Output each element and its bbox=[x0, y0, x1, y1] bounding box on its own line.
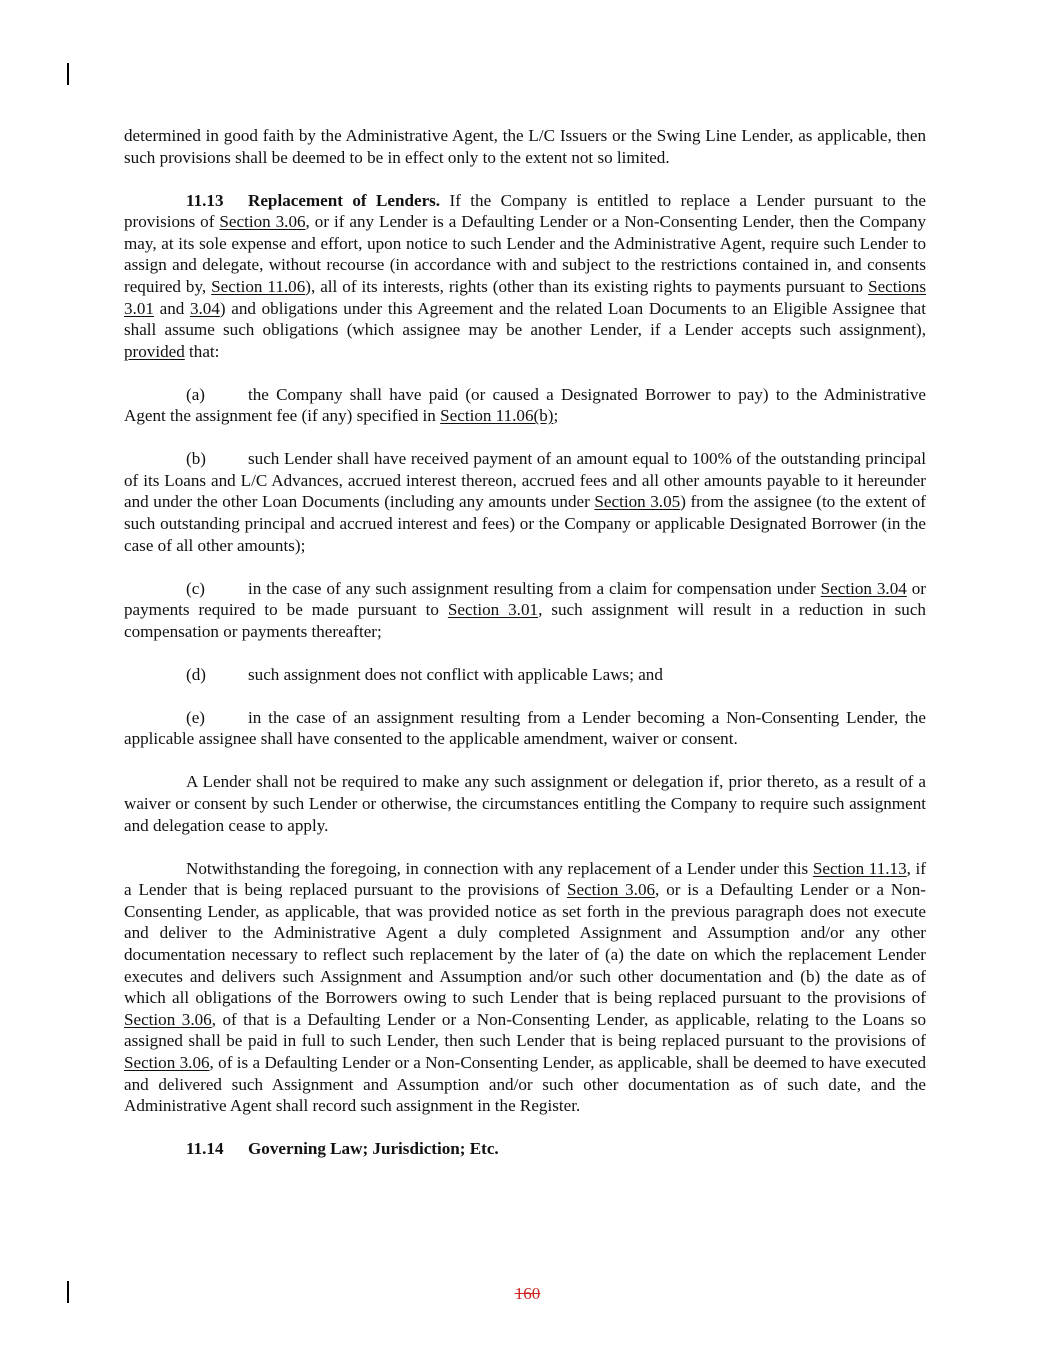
clause-label: (e) bbox=[186, 707, 205, 727]
text-run: in the case of any such assignment resulting from a claim for compensation under bbox=[248, 578, 821, 598]
clause-label: (b) bbox=[186, 449, 206, 469]
cross-reference: Section 3.06 bbox=[124, 1052, 210, 1072]
text-run: ), all of its interests, rights (other than its existing rights to payments pursuant to bbox=[305, 276, 869, 296]
text-run: , or is a Defaulting Lender or a Non-Consenting Lender, as applicable, that was provided notice as set forth in the previous paragraph does not execute and deliver to the Administrative Agent a duly completed Assignment and Assumption and/or any other documentation necessary to reflect such replacement by the later of (a) the date on which the replacement Lender executes and delivers such Assignment and Assumption and/or such other documentation and (b) the date as of which all obligations of the Borrowers owing to such Lender that is being replaced pursuant to the provisions of bbox=[124, 880, 926, 1008]
cross-reference: Section 3.01 bbox=[447, 600, 539, 620]
paragraph-notwithstanding bbox=[124, 858, 926, 1117]
text-run: , if a Lender that is being replaced pursuant to the provisions of bbox=[124, 858, 926, 900]
text-run: , or if any Lender is a Defaulting Lender or a Non-Consenting Lender, then the Company may, at its sole expense and effort, upon notice to such Lender and the Administrative Agent, require such Lender to assign and delegate, without recourse (in accordance with and subject to the restrictions contained in, and consents required by, bbox=[124, 212, 927, 296]
cross-reference: Section 11.06(b) bbox=[440, 406, 554, 426]
cross-reference: Sections 3.01 bbox=[124, 276, 926, 318]
section-11-14 bbox=[124, 1138, 926, 1160]
document-body bbox=[124, 125, 926, 1160]
text-run: such assignment does not conflict with applicable Laws; and bbox=[248, 664, 663, 684]
text-run: ) and obligations under this Agreement and the related Loan Documents to an Eligible Assignee that shall assume such obligations (which assignee may be another Lender, if a Lender accepts such assignment), bbox=[124, 298, 926, 340]
text-run: ; bbox=[553, 406, 559, 426]
cross-reference: Section 11.13 bbox=[812, 858, 907, 878]
section-number: 11.14 bbox=[186, 1139, 224, 1159]
cross-reference: 3.04 bbox=[189, 298, 220, 318]
cross-reference: Section 3.04 bbox=[820, 578, 907, 598]
section-number: 11.13 bbox=[186, 190, 224, 210]
text-run: , of that is a Defaulting Lender or a Non-Consenting Lender, as applicable, relating to the Loans so assigned shall be paid in full to such Lender, then such Lender that is being replaced pursuant to the provisions of bbox=[124, 1009, 926, 1051]
section-11-13 bbox=[124, 190, 926, 363]
text-run: and bbox=[153, 298, 190, 318]
clause-label: (d) bbox=[186, 664, 206, 684]
clause-label: (a) bbox=[186, 384, 205, 404]
clause-e bbox=[124, 707, 926, 750]
text-run: in the case of an assignment resulting from a Lender becoming a Non-Consenting Lender, the applicable assignee shall have consented to the applicable amendment, waiver or consent. bbox=[124, 707, 926, 749]
page-number: 160 bbox=[514, 1284, 541, 1303]
text-run: or payments required to be made pursuant to bbox=[124, 578, 926, 620]
clause-label: (c) bbox=[186, 578, 205, 598]
section-heading: Governing Law; Jurisdiction; Etc. bbox=[248, 1139, 499, 1159]
clause-a bbox=[124, 384, 926, 427]
text-run: the Company shall have paid (or caused a Designated Borrower to pay) to the Administrative Agent the assignment fee (if any) specified in bbox=[124, 384, 926, 426]
text-run: ) from the assignee (to the extent of such outstanding principal and accrued interest and fees) or the Company or applicable Designated Borrower (in the case of all other amounts); bbox=[124, 492, 926, 555]
paragraph-lender-not-required: A Lender shall not be required to make any such assignment or delegation if, prior thereto, as a result of a waiver or consent by such Lender or otherwise, the circumstances entitling the Company to require such assignment and delegation cease to apply. bbox=[124, 772, 926, 835]
cross-reference: Section 3.06 bbox=[219, 212, 306, 232]
text-run: such Lender shall have received payment of an amount equal to 100% of the outstanding principal of its Loans and L/C Advances, accrued interest thereon, accrued fees and all other amounts payable to it hereunder and under the other Loan Documents (including any amounts under bbox=[124, 449, 926, 512]
cross-reference: Section 3.06 bbox=[124, 1009, 212, 1029]
clause-c bbox=[124, 578, 926, 643]
text-run: If the Company is entitled to replace a Lender pursuant to the provisions of bbox=[124, 190, 927, 232]
text-run: , such assignment will result in a reduction in such compensation or payments thereafter; bbox=[124, 600, 926, 641]
clause-d bbox=[124, 664, 926, 686]
section-heading: Replacement of Lenders. bbox=[248, 190, 441, 210]
change-bar-top bbox=[67, 63, 69, 85]
clause-b bbox=[124, 448, 926, 556]
cross-reference: Section 3.06 bbox=[566, 880, 656, 900]
defined-term: provided bbox=[124, 341, 185, 361]
text-run: Notwithstanding the foregoing, in connection with any replacement of a Lender under this bbox=[186, 858, 813, 878]
text-run: that: bbox=[184, 341, 220, 361]
cross-reference: Section 11.06 bbox=[211, 276, 306, 296]
cross-reference: Section 3.05 bbox=[594, 492, 681, 512]
paragraph-continuation: determined in good faith by the Administrative Agent, the L/C Issuers or the Swing Line Lender, as applicable, then such provisions shall be deemed to be in effect only to the extent not so limited. bbox=[124, 126, 926, 167]
text-run: , of is a Defaulting Lender or a Non-Consenting Lender, as applicable, shall be deemed to have executed and delivered such Assignment and Assumption and/or such other documentation as of such date, and the Administrative Agent shall record such assignment in the Register. bbox=[124, 1052, 926, 1116]
